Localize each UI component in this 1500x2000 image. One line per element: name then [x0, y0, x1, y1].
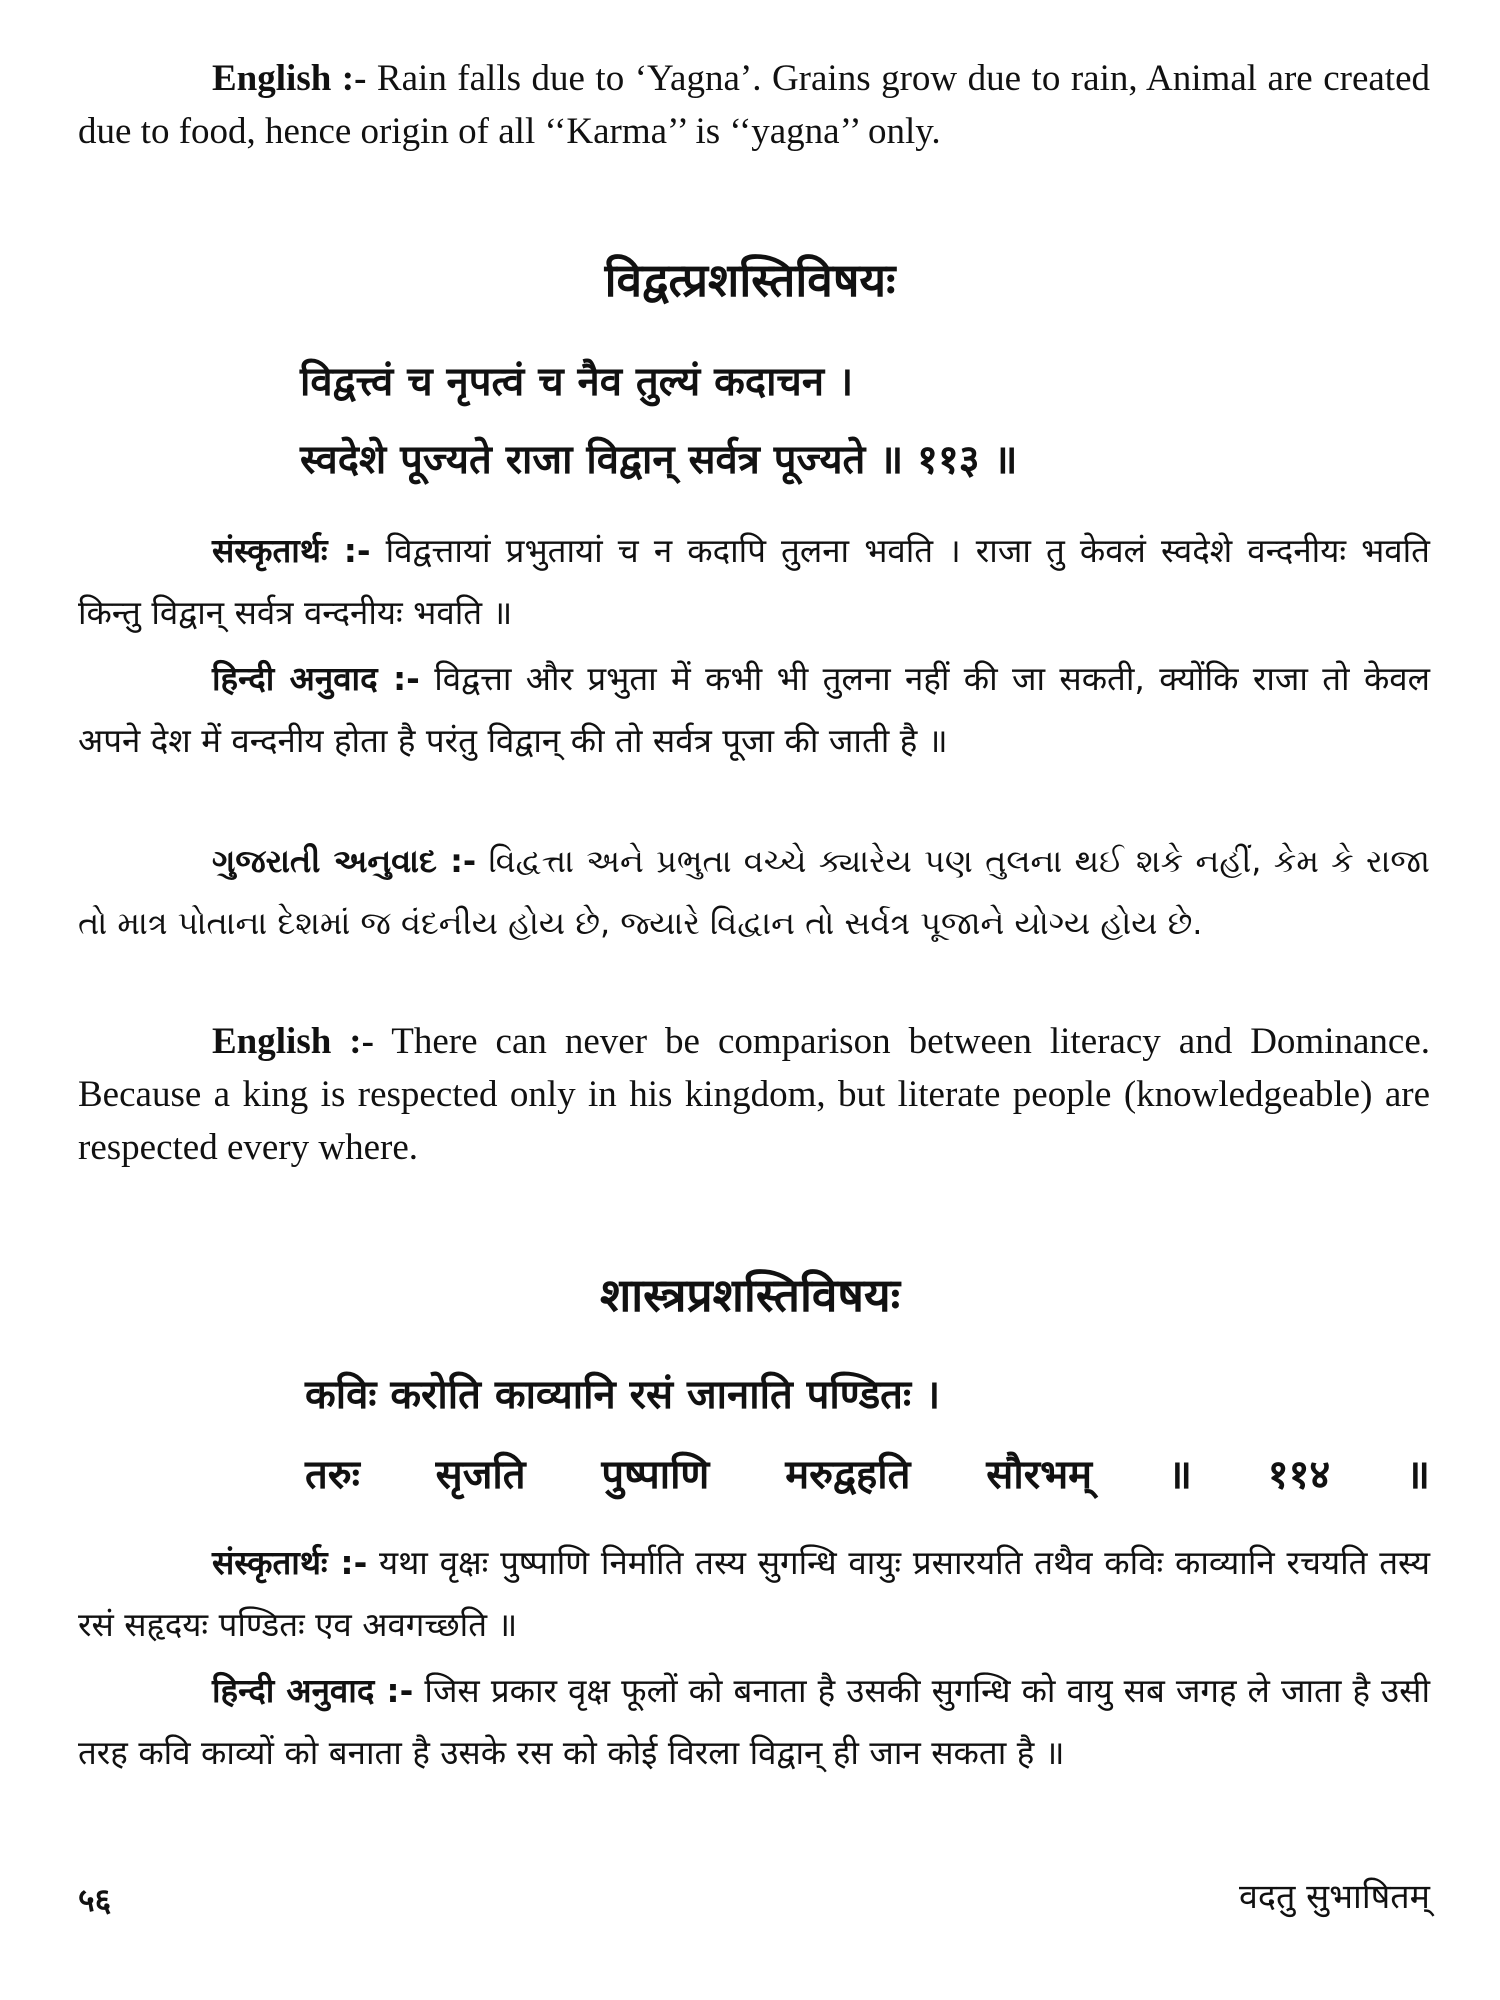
- gujarati-translation-label: ગુજરાતી અનુવાદ :-: [212, 842, 477, 880]
- sanskrit-meaning-113: [78, 520, 1430, 644]
- english-translation-text: There can never be comparison between literacy and Dominance. Because a king is respected only in his kingdom, but literate people (knowledgeable) are respected every where.: [78, 1021, 1430, 1168]
- english-label: English :-: [212, 1021, 374, 1062]
- intro-english-text: Rain falls due to ‘Yagna’. Grains grow due to rain, Animal are created due to food, hence origin of all ‘‘Karma’’ is ‘‘yagna’’ only.: [78, 58, 1430, 152]
- hindi-translation-113: [78, 648, 1430, 772]
- hindi-translation-text: विद्वत्ता और प्रभुता में कभी भी तुलना नहीं की जा सकती, क्योंकि राजा तो केवल अपने देश में वन्दनीय होता है परंतु विद्वान् की तो सर्वत्र पूजा की जाती है ॥: [78, 659, 1431, 760]
- verse-114-line-1: कविः करोति काव्यानि रसं जानाति पण्डितः ।: [305, 1372, 941, 1418]
- hindi-translation-114: [78, 1660, 1430, 1784]
- gujarati-translation-text: વિદ્વત્તા અને પ્રભુતા વચ્ચે ક્યારેય પણ તુલના થઈ શકે નહીં, કેમ કે રાજા તો માત્ર પોતાના દેશમાં જ વંદનીય હોય છે, જ્યારે વિદ્વાન તો સર્વત્ર પૂજાને યોગ્ય હોય છે.: [78, 842, 1430, 942]
- intro-english-paragraph: [78, 52, 1430, 158]
- english-translation-113: [78, 1015, 1430, 1174]
- verse-113-line-1: विद्वत्त्वं च नृपत्वं च नैव तुल्यं कदाचन ।: [300, 359, 854, 405]
- sanskrit-meaning-label: संस्कृतार्थः :-: [212, 531, 371, 570]
- page-number: ५६: [78, 1881, 112, 1919]
- section-heading-scripture-praise: शास्त्रप्रशस्तिविषयः: [599, 1268, 900, 1322]
- sanskrit-meaning-label: संस्कृतार्थः :-: [212, 1543, 368, 1582]
- hindi-translation-label: हिन्दी अनुवाद :-: [212, 1671, 414, 1710]
- hindi-translation-label: हिन्दी अनुवाद :-: [212, 659, 420, 698]
- section-heading-scholar-praise: विद्वत्प्रशस्तिविषयः: [604, 253, 896, 307]
- verse-113-line-2: स्वदेशे पूज्यते राजा विद्वान् सर्वत्र पूज्यते ॥ ११३ ॥: [300, 437, 1018, 483]
- hindi-translation-text: जिस प्रकार वृक्ष फूलों को बनाता है उसकी सुगन्धि को वायु सब जगह ले जाता है उसी तरह कवि काव्यों को बनाता है उसके रस को कोई विरला विद्वान् ही जान सकता है ॥: [78, 1671, 1430, 1772]
- verse-114-line-2: तरुः सृजति पुष्पाणि मरुद्वहति सौरभम् ॥ ११४ ॥: [305, 1452, 1430, 1498]
- sanskrit-meaning-114: [78, 1532, 1430, 1656]
- sanskrit-meaning-text: विद्वत्तायां प्रभुतायां च न कदापि तुलना भवति । राजा तु केवलं स्वदेशे वन्दनीयः भवति किन्तु विद्वान् सर्वत्र वन्दनीयः भवति ॥: [78, 531, 1430, 632]
- running-book-title: वदतु सुभाषितम्: [1238, 1877, 1430, 1917]
- gujarati-translation-113: [78, 830, 1430, 954]
- english-label: English :-: [212, 58, 367, 99]
- sanskrit-meaning-text: यथा वृक्षः पुष्पाणि निर्माति तस्य सुगन्धि वायुः प्रसारयति तथैव कविः काव्यानि रचयति तस्य रसं सहृदयः पण्डितः एव अवगच्छति ॥: [78, 1543, 1431, 1644]
